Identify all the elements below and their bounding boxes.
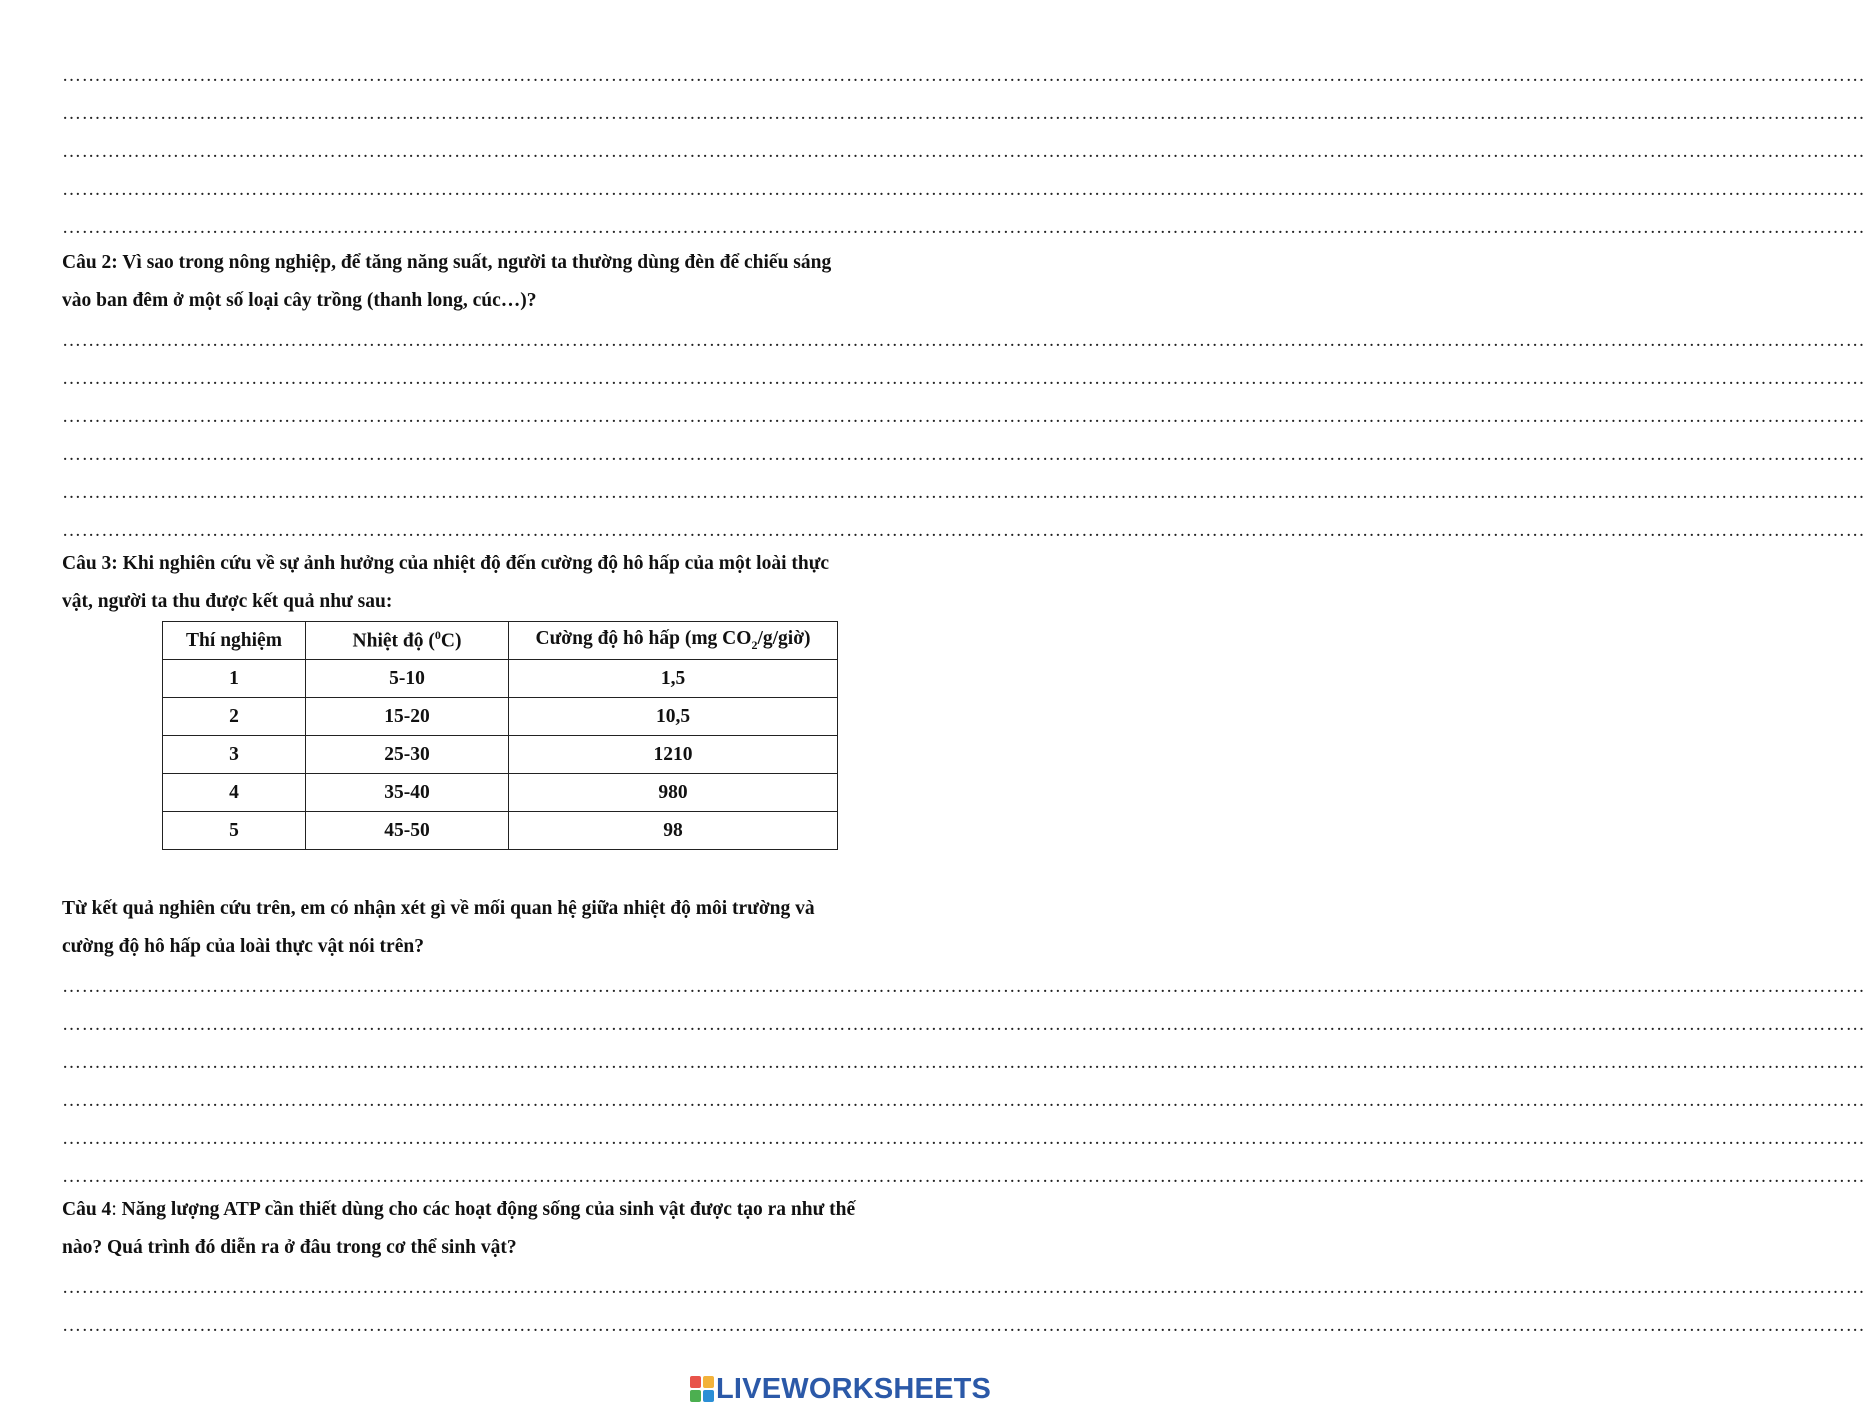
cell-temperature: 25-30 bbox=[306, 736, 509, 774]
question-4-line-1: Năng lượng ATP cần thiết dùng cho các hoạt động sống của sinh vật được tạo ra như thế bbox=[116, 1199, 856, 1220]
answer-line[interactable]: …………………………………………………………………………………………………………………………………………………………………………………………………………………………………………………… bbox=[62, 1166, 1865, 1187]
cell-temperature: 35-40 bbox=[306, 774, 509, 812]
answer-line[interactable]: …………………………………………………………………………………………………………………………………………………………………………………………………………………………………………………… bbox=[62, 1315, 1865, 1336]
question-4-line-2: nào? Quá trình đó diễn ra ở đâu trong cơ thể sinh vật? bbox=[62, 1237, 517, 1258]
logo-square bbox=[690, 1376, 701, 1388]
cell-rate: 10,5 bbox=[509, 698, 838, 736]
question-3-label: Câu 3: bbox=[62, 553, 118, 574]
answer-line[interactable]: …………………………………………………………………………………………………………………………………………………………………………………………………………………………………………………… bbox=[62, 141, 1865, 162]
question-2-label: Câu 2: bbox=[62, 252, 118, 273]
question-4-text-cont bbox=[62, 1229, 517, 1267]
cell-experiment: 5 bbox=[163, 812, 306, 850]
answer-line[interactable]: …………………………………………………………………………………………………………………………………………………………………………………………………………………………………………………… bbox=[62, 65, 1865, 86]
logo-square bbox=[703, 1390, 714, 1402]
header-respiration-rate: Cường độ hô hấp (mg $CO_2/g/giờ$) bbox=[509, 622, 838, 660]
table-row bbox=[163, 812, 838, 850]
answer-line[interactable]: …………………………………………………………………………………………………………………………………………………………………………………………………………………………………………………… bbox=[62, 368, 1865, 389]
question-3-followup-line-2: cường độ hô hấp của loài thực vật nói trên? bbox=[62, 936, 424, 957]
logo-icon bbox=[690, 1376, 714, 1402]
cell-temperature: 15-20 bbox=[306, 698, 509, 736]
cell-experiment: 3 bbox=[163, 736, 306, 774]
logo-square bbox=[690, 1390, 701, 1402]
answer-line[interactable]: …………………………………………………………………………………………………………………………………………………………………………………………………………………………………………………… bbox=[62, 103, 1865, 124]
liveworksheets-logo bbox=[690, 1374, 991, 1404]
question-3-followup bbox=[62, 890, 815, 928]
cell-rate: 98 bbox=[509, 812, 838, 850]
question-3-line-2: vật, người ta thu được kết quả như sau: bbox=[62, 591, 393, 612]
answer-line[interactable]: …………………………………………………………………………………………………………………………………………………………………………………………………………………………………………………… bbox=[62, 1128, 1865, 1149]
cell-temperature: 5-10 bbox=[306, 660, 509, 698]
table-row bbox=[163, 698, 838, 736]
answer-line[interactable]: …………………………………………………………………………………………………………………………………………………………………………………………………………………………………………………… bbox=[62, 482, 1865, 503]
answer-line[interactable]: …………………………………………………………………………………………………………………………………………………………………………………………………………………………………………………… bbox=[62, 520, 1865, 541]
logo-text: LIVEWORKSHEETS bbox=[716, 1372, 992, 1405]
cell-temperature: 45-50 bbox=[306, 812, 509, 850]
answer-line[interactable]: …………………………………………………………………………………………………………………………………………………………………………………………………………………………………………………… bbox=[62, 976, 1865, 997]
table-row bbox=[163, 660, 838, 698]
question-3-text bbox=[62, 545, 829, 583]
cell-experiment: 1 bbox=[163, 660, 306, 698]
answer-line[interactable]: …………………………………………………………………………………………………………………………………………………………………………………………………………………………………………………… bbox=[62, 406, 1865, 427]
question-3-followup-cont bbox=[62, 928, 424, 966]
question-2-line-2: vào ban đêm ở một số loại cây trồng (thanh long, cúc…)? bbox=[62, 290, 537, 311]
table-header-row bbox=[163, 622, 838, 660]
answer-line[interactable]: …………………………………………………………………………………………………………………………………………………………………………………………………………………………………………………… bbox=[62, 1277, 1865, 1298]
question-2-text bbox=[62, 244, 831, 282]
question-2-line-1: Vì sao trong nông nghiệp, để tăng năng suất, người ta thường dùng đèn để chiếu sáng bbox=[117, 252, 832, 273]
header-experiment: Thí nghiệm bbox=[163, 622, 306, 660]
question-3-followup-line-1: Từ kết quả nghiên cứu trên, em có nhận xét gì về mối quan hệ giữa nhiệt độ môi trường và bbox=[62, 898, 815, 919]
cell-rate: 1,5 bbox=[509, 660, 838, 698]
answer-line[interactable]: …………………………………………………………………………………………………………………………………………………………………………………………………………………………………………………… bbox=[62, 217, 1865, 238]
answer-line[interactable]: …………………………………………………………………………………………………………………………………………………………………………………………………………………………………………………… bbox=[62, 1014, 1865, 1035]
header-temperature: Nhiệt độ ($^0$C) bbox=[306, 622, 509, 660]
table-row bbox=[163, 736, 838, 774]
question-4-label: Câu 4 bbox=[62, 1199, 112, 1220]
question-4-colon: : bbox=[111, 1199, 117, 1220]
answer-line[interactable]: …………………………………………………………………………………………………………………………………………………………………………………………………………………………………………………… bbox=[62, 1052, 1865, 1073]
answer-line[interactable]: …………………………………………………………………………………………………………………………………………………………………………………………………………………………………………………… bbox=[62, 330, 1865, 351]
table-row bbox=[163, 774, 838, 812]
answer-line[interactable]: …………………………………………………………………………………………………………………………………………………………………………………………………………………………………………………… bbox=[62, 444, 1865, 465]
cell-experiment: 2 bbox=[163, 698, 306, 736]
cell-rate: 980 bbox=[509, 774, 838, 812]
results-table bbox=[162, 621, 838, 850]
answer-line[interactable]: …………………………………………………………………………………………………………………………………………………………………………………………………………………………………………………… bbox=[62, 179, 1865, 200]
cell-experiment: 4 bbox=[163, 774, 306, 812]
question-3-text-cont bbox=[62, 583, 392, 621]
question-2-text-cont bbox=[62, 282, 536, 320]
logo-square bbox=[703, 1376, 714, 1388]
question-3-line-1: Khi nghiên cứu về sự ảnh hưởng của nhiệt độ đến cường độ hô hấp của một loài thực bbox=[117, 553, 830, 574]
cell-rate: 1210 bbox=[509, 736, 838, 774]
answer-line[interactable]: …………………………………………………………………………………………………………………………………………………………………………………………………………………………………………………… bbox=[62, 1090, 1865, 1111]
question-4-text bbox=[62, 1191, 855, 1229]
